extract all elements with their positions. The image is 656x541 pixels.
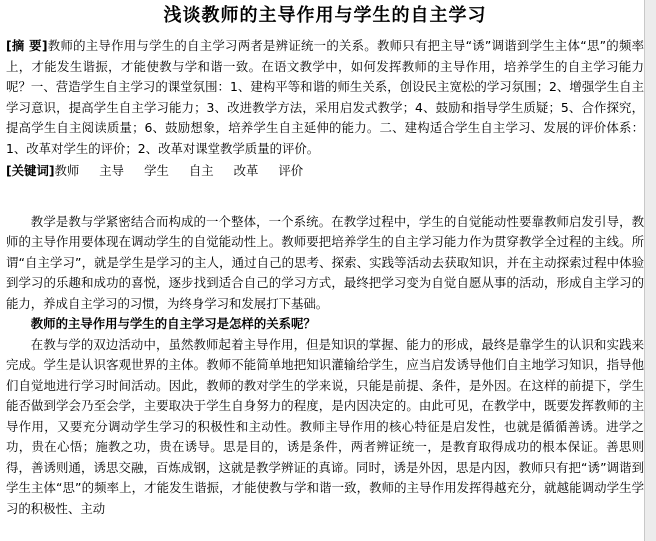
section-paragraph: 在教与学的双边活动中，虽然教师起着主导作用，但是知识的掌握、能力的形成，最终是靠学生的认识和实践来完成。学生是认识客观世界的主体。教师不能简单地把知识灌输给学生，应当启发诱导他们自主地学习知识，指导他们自觉地进行学习时间活动。因此，教师的教对学生的学来说，只能是前提、条件，是外因。在这样的前提下，学生能否做到学会乃至会学，主要取决于学生自身努力的程度，是内因决定的。由此可见，在教学中，既要发挥教师的主导作用，又要充分调动学生学习的积极性和主动性。教师主导作用的核心特征是启发性，也就是循循善诱。进学之功，贵在心悟；施教之功，贵在诱导。思是目的，诱是条件，两者辨证统一，是教育取得成功的根本保证。善思则得，善诱则通，诱思交融，百炼成钢，这就是教学辨证的真谛。同时，诱是外因，思是内因，教师只有把“诱”调谐到学生主体“思”的频率上，才能发生谐振，才能使教与学和谐一致，教师的主导作用发挥得越充分，就越能调动学生学习的积极性、主动 (6, 336, 644, 516)
keyword: 自主 (188, 163, 214, 178)
abstract-text: 教师的主导作用与学生的自主学习两者是辨证统一的关系。教师只有把主导“诱”调谐到学生主体“思”的频率上，才能发生谐振，才能使教与学和谐一致。在语文教学中，如何发挥教师的主导作用，培养学生的自主学习能力呢？一、营造学生自主学习的课堂氛围：1、建构平等和谐的师生关系，创设民主宽松的学习氛围；2、增强学生自主学习意识，提高学生自主学习能力；3、改进教学方法，采用启发式教学；4、鼓励和指导学生质疑；5、合作探究，提高学生自主阅读质量；6、鼓励想象，培养学生自主延伸的能力。二、建构适合学生自主学习、发展的评价体系：1、改革对学生的评价；2、改革对课堂教学质量的评价。 (6, 38, 644, 156)
vertical-scrollbar[interactable] (644, 0, 656, 541)
abstract-label: [摘 要] (6, 38, 48, 53)
abstract-paragraph (6, 36, 644, 159)
keyword: 改革 (233, 163, 259, 178)
section-heading: 教师的主导作用与学生的自主学习是怎样的关系呢？ (30, 316, 316, 331)
blank-line (6, 182, 644, 212)
keyword: 学生 (144, 163, 169, 178)
keyword: 评价 (278, 163, 304, 178)
article-title: 浅谈教师的主导作用与学生的自主学习 (163, 5, 487, 26)
keywords-line (6, 161, 644, 182)
intro-paragraph: 教学是教与学紧密结合而构成的一个整体，一个系统。在教学过程中，学生的自觉能动性要靠教师启发引导，教师的主导作用要体现在调动学生的自觉能动性上。教师要把培养学生的自主学习能力作为贯穿教学全过程的主线。所谓“自主学习”，就是学生是学习的主人，通过自己的思考、探索、实践等活动去获取知识，并在主动探索过程中体验到学习的乐趣和成功的喜悦，逐步找到适合自己的学习方式，最终把学习变为自觉自愿从事的活动，形成自主学习的能力，养成自主学习的习惯，为终身学习和发展打下基础。 (6, 213, 644, 311)
keyword: 主导 (99, 163, 125, 178)
keyword: 教师 (54, 163, 80, 178)
keywords-label: [关键词] (6, 163, 55, 178)
